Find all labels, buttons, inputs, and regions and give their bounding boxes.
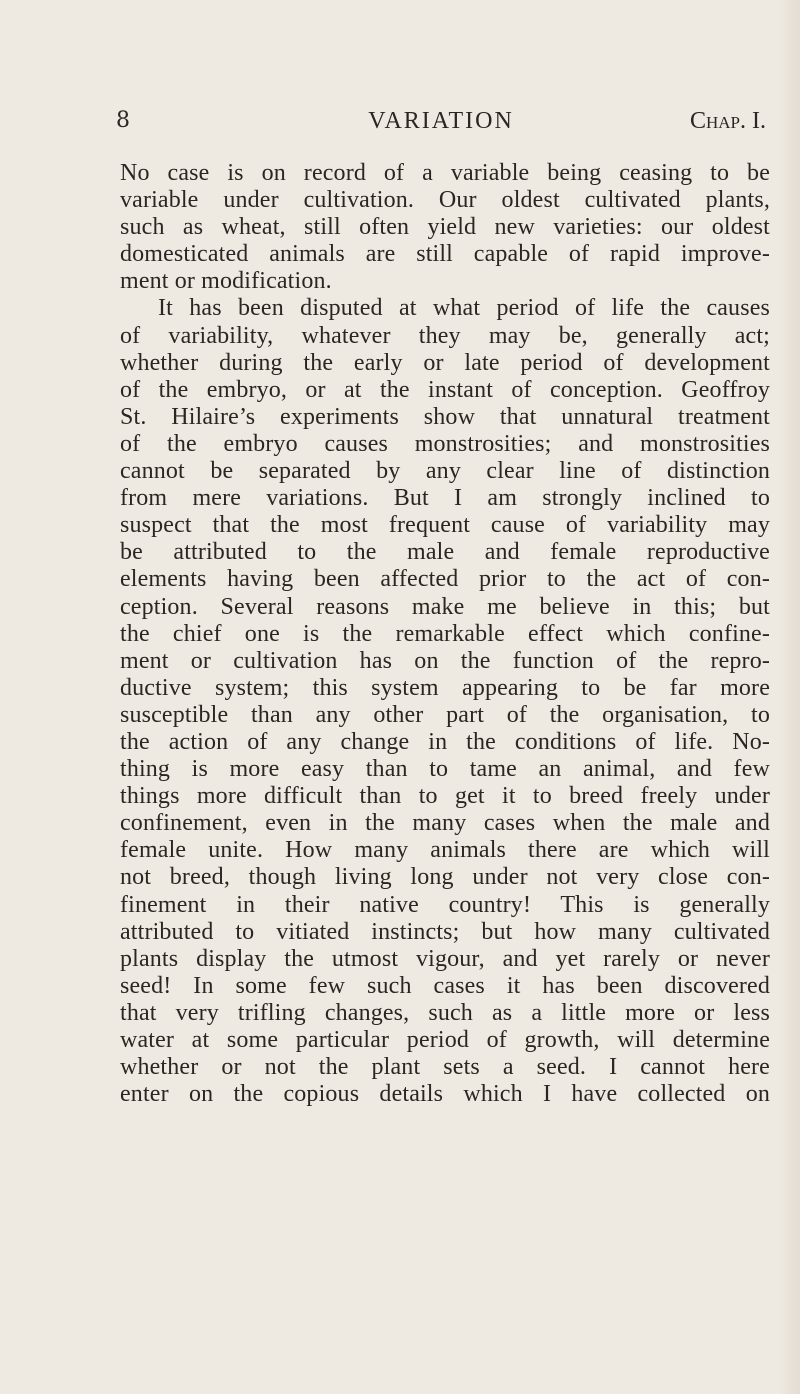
text-line: suspect that the most frequent cause of variability may — [120, 512, 770, 539]
text-line: ception. Several reasons make me believe in this; but — [120, 593, 770, 620]
text-line: St. Hilaire’s experiments show that unnatural treatment — [120, 403, 770, 430]
text-line: of the embryo, or at the instant of conception. Geoffroy — [120, 376, 770, 403]
text-line: of the embryo causes monstrosities; and monstrosities — [120, 430, 770, 457]
running-title: VARIATION — [368, 108, 514, 134]
text-line: ment or modification. — [120, 268, 332, 295]
text-line: things more difficult than to get it to breed freely under — [120, 783, 770, 810]
page-number: 8 — [116, 108, 130, 133]
text-line: susceptible than any other part of the organisation, to — [120, 701, 770, 728]
text-line: whether or not the plant sets a seed. I cannot here — [120, 1054, 770, 1081]
text-line: the action of any change in the conditions of life. No- — [120, 728, 770, 755]
text-line: attributed to vitiated instincts; but how many cultivated — [120, 918, 770, 945]
text-line: No case is on record of a variable being ceasing to be — [120, 160, 770, 186]
page-edge — [778, 0, 800, 1394]
text-line: whether during the early or late period of development — [120, 349, 770, 376]
text-line: of variability, whatever they may be, generally act; — [120, 322, 770, 349]
text-line: the chief one is the remarkable effect which confine- — [120, 620, 770, 647]
text-line: seed! In some few such cases it has been discovered — [120, 972, 770, 999]
text-line: It has been disputed at what period of life the causes — [158, 295, 770, 322]
text-line: elements having been affected prior to the act of con- — [120, 566, 770, 593]
chapter-label: Chap. I. — [689, 108, 766, 134]
text-line: female unite. How many animals there are which will — [120, 837, 770, 864]
text-line: that very trifling changes, such as a little more or less — [120, 999, 770, 1026]
text-line: enter on the copious details which I have collected on — [120, 1081, 770, 1108]
running-header — [116, 108, 766, 142]
text-line: cannot be separated by any clear line of distinction — [120, 458, 770, 485]
text-line: such as wheat, still often yield new varieties: our oldest — [120, 214, 770, 241]
text-line: domesticated animals are still capable of rapid improve- — [120, 241, 770, 268]
text-line: water at some particular period of growth, will determine — [120, 1027, 770, 1053]
text-line: thing is more easy than to tame an animal, and few — [120, 756, 770, 783]
body-text — [120, 160, 770, 1108]
text-line: ductive system; this system appearing to be far more — [120, 674, 770, 701]
text-line: ment or cultivation has on the function of the repro- — [120, 647, 770, 674]
text-line: not breed, though living long under not very close con- — [120, 864, 770, 891]
text-line: plants display the utmost vigour, and yet rarely or never — [120, 945, 770, 972]
text-line: variable under cultivation. Our oldest cultivated plants, — [120, 187, 770, 214]
text-line: be attributed to the male and female reproductive — [120, 539, 770, 566]
text-line: finement in their native country! This is generally — [120, 891, 770, 918]
text-line: from mere variations. But I am strongly inclined to — [120, 485, 770, 512]
text-line: confinement, even in the many cases when the male and — [120, 810, 770, 837]
